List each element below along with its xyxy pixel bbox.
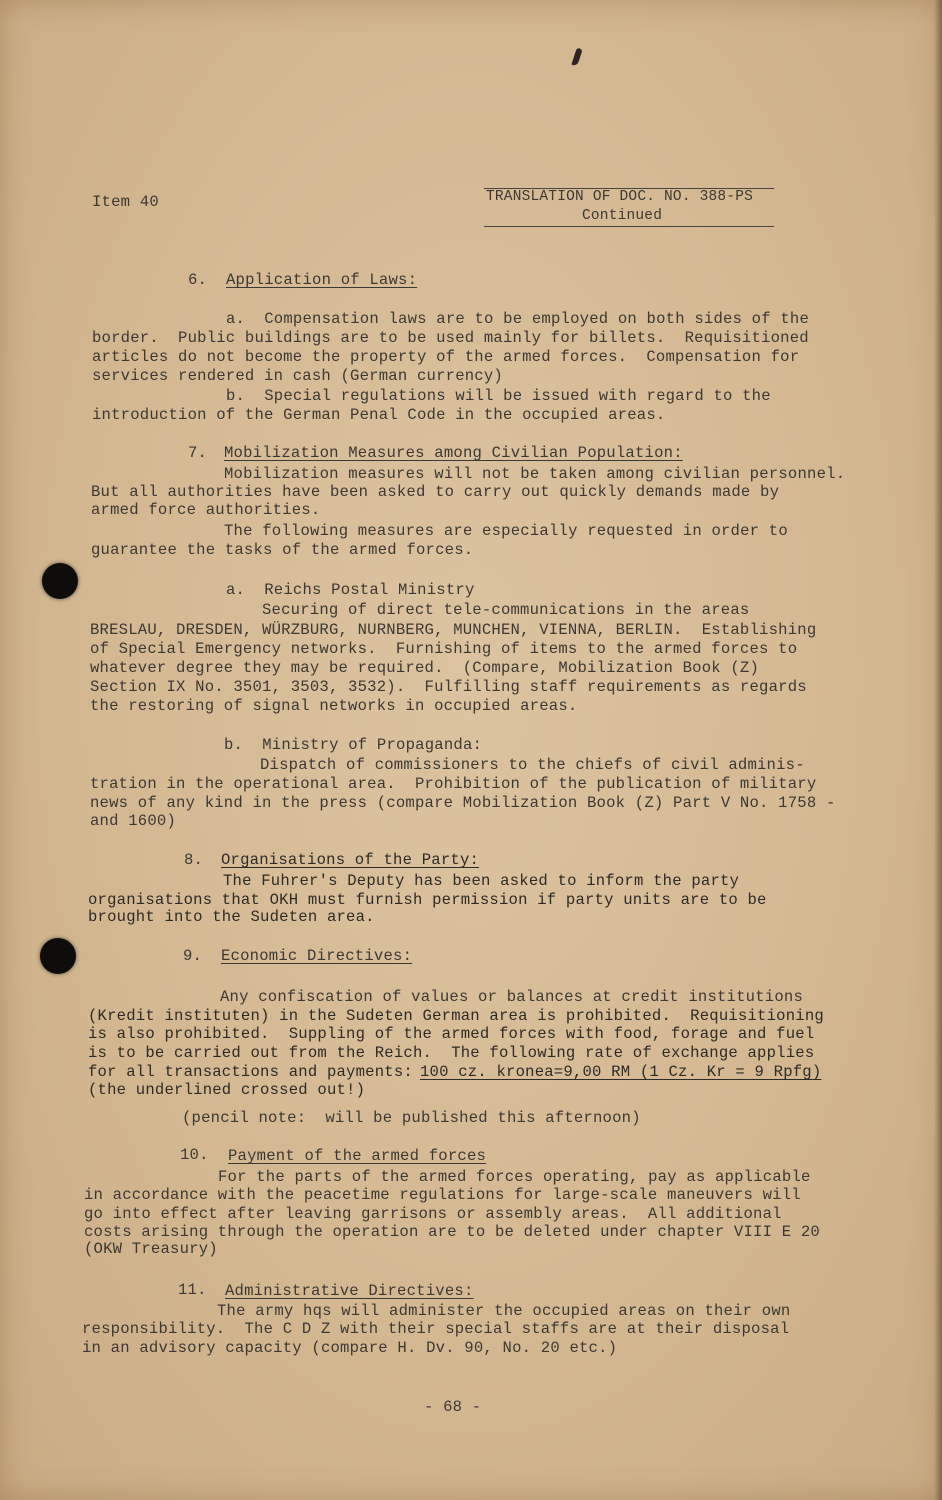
s9-line-1: Any confiscation of values or balances at credit institutions (220, 988, 804, 1006)
s8-line-1: The Fuhrer's Deputy has been asked to inform the party (223, 872, 740, 890)
s6-a-line-3: articles do not become the property of the armed forces. Compensation for (92, 348, 800, 366)
section-10-number: 10. (180, 1146, 209, 1164)
s7-a-title: a. Reichs Postal Ministry (226, 581, 475, 599)
s7-b-title: b. Ministry of Propaganda: (224, 736, 483, 754)
s6-b-line-2: introduction of the German Penal Code in the occupied areas. (92, 406, 666, 424)
s7-line-4: The following measures are especially requested in order to (224, 522, 788, 540)
section-6-heading: Application of Laws: (226, 271, 418, 289)
section-9-number: 9. (183, 947, 203, 965)
section-8-heading: Organisations of the Party: (221, 851, 480, 869)
s9-line-3: is also prohibited. Suppling of the armed forces with food, forage and fuel (88, 1025, 815, 1043)
s9-line-4: is to be carried out from the Reich. The following rate of exchange applies (88, 1044, 815, 1062)
section-11-number: 11. (178, 1281, 207, 1299)
exchange-rate-underlined: 100 cz. kronea=9,00 RM (1 Cz. Kr = 9 Rpfg) (420, 1063, 822, 1081)
s7-a-line-1: Securing of direct tele-communications in the areas (262, 601, 750, 619)
s7-b-line-2: tration in the operational area. Prohibition of the publication of military (90, 775, 817, 793)
section-8-number: 8. (184, 851, 204, 869)
s7-b-line-3: news of any kind in the press (compare Mobilization Book (Z) Part V No. 1758 - (90, 794, 836, 812)
s7-b-line-1: Dispatch of commissioners to the chiefs of civil adminis- (260, 756, 805, 774)
s9-line-2: (Kredit instituten) in the Sudeten German area is prohibited. Requisitioning (88, 1007, 824, 1025)
s8-line-2: organisations that OKH must furnish permission if party units are to be (88, 891, 767, 909)
s7-a-line-5: Section IX No. 3501, 3503, 3532). Fulfilling staff requirements as regards (90, 678, 807, 696)
s7-line-3: armed force authorities. (91, 501, 321, 519)
page-number: - 68 - (424, 1398, 482, 1416)
s9-line-6: (the underlined crossed out!) (88, 1081, 366, 1099)
header-rule-bottom (484, 226, 774, 227)
s7-line-1: Mobilization measures will not be taken among civilian personnel. (224, 465, 846, 483)
s7-a-line-4: whatever degree they may be required. (Compare, Mobilization Book (Z) (90, 659, 760, 677)
s7-a-line-6: the restoring of signal networks in occupied areas. (90, 697, 578, 715)
s6-a-line-2: border. Public buildings are to be used mainly for billets. Requisitioned (92, 329, 809, 347)
section-9-heading: Economic Directives: (221, 947, 413, 965)
doc-title: TRANSLATION OF DOC. NO. 388-PS (486, 189, 754, 205)
doc-subtitle: Continued (582, 208, 663, 224)
s11-line-1: The army hqs will administer the occupied areas on their own (217, 1302, 791, 1320)
s8-line-3: brought into the Sudeten area. (88, 908, 375, 926)
section-6-number: 6. (188, 271, 208, 289)
s10-line-2: in accordance with the peacetime regulations for large-scale maneuvers will (84, 1186, 801, 1204)
punch-hole-bottom (40, 938, 76, 974)
s11-line-2: responsibility. The C D Z with their special staffs are at their disposal (82, 1320, 790, 1338)
s7-b-line-4: and 1600) (90, 812, 177, 830)
section-7-number: 7. (188, 444, 208, 462)
s6-a-line-4: services rendered in cash (German currency) (92, 367, 503, 385)
section-11-heading: Administrative Directives: (225, 1282, 474, 1300)
item-number: Item 40 (92, 193, 159, 211)
s11-line-3: in an advisory capacity (compare H. Dv. 90, No. 20 etc.) (82, 1339, 618, 1357)
pencil-note: (pencil note: will be published this afternoon) (182, 1109, 641, 1127)
s7-line-2: But all authorities have been asked to carry out quickly demands made by (91, 483, 780, 501)
s7-a-line-3: of Special Emergency networks. Furnishing of items to the armed forces to (90, 640, 798, 658)
s10-line-5: (OKW Treasury) (84, 1240, 218, 1258)
s7-line-5: guarantee the tasks of the armed forces. (91, 541, 474, 559)
s7-a-line-2: BRESLAU, DRESDEN, WÜRZBURG, NURNBERG, MUNCHEN, VIENNA, BERLIN. Establishing (90, 621, 817, 639)
section-7-heading: Mobilization Measures among Civilian Population: (224, 444, 683, 462)
s10-line-3: go into effect after leaving garrisons or assembly areas. All additional (84, 1205, 782, 1223)
s10-line-1: For the parts of the armed forces operating, pay as applicable (218, 1168, 811, 1186)
ink-mark (571, 48, 582, 67)
s6-b-line-1: b. Special regulations will be issued with regard to the (226, 387, 771, 405)
page-edge-shadow (934, 0, 942, 1500)
punch-hole-top (42, 563, 78, 599)
s6-a-line-1: a. Compensation laws are to be employed on both sides of the (226, 310, 810, 328)
s9-line-5a: for all transactions and payments: (88, 1063, 423, 1081)
section-10-heading: Payment of the armed forces (228, 1147, 487, 1165)
s10-line-4: costs arising through the operation are to be deleted under chapter VIII E 20 (84, 1223, 820, 1241)
